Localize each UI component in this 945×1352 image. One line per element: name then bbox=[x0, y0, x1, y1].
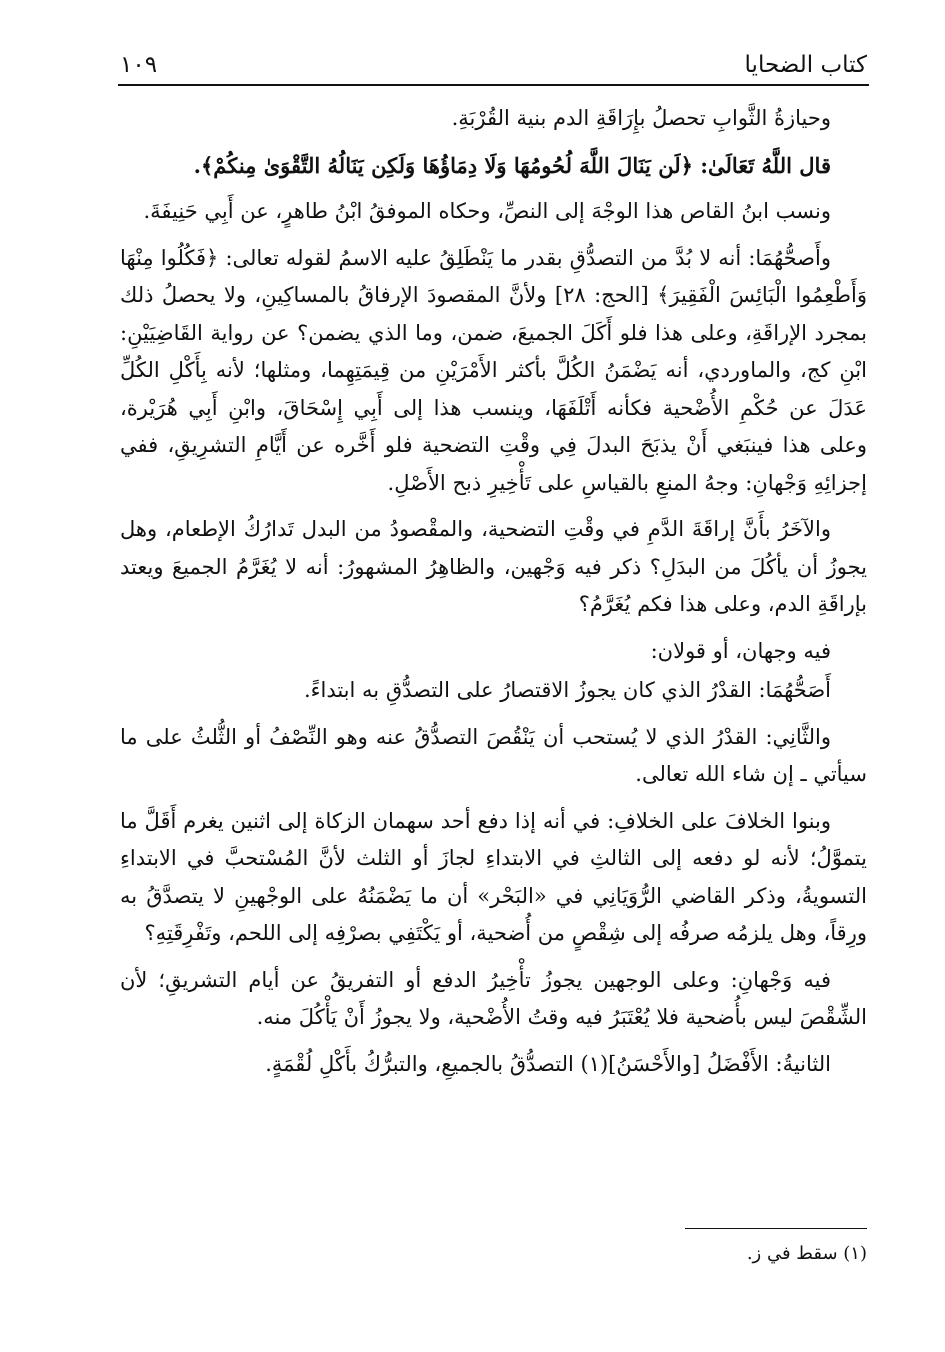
main-text bbox=[120, 100, 867, 1092]
footnote-1: (١) سقط في ز. bbox=[746, 1243, 867, 1264]
paragraph-11: الثانيةُ: الأَفْضَلُ [والأَحْسَنُ](١) التصدُّقُ بالجميعِ، والتبرُّكُ بأَكْلِ لُقْمَةٍ. bbox=[265, 1051, 831, 1076]
paragraph-5: والآخَرُ بأَنَّ إراقَةَ الدَّمِ في وقْتِ التضحية، والمقْصودُ من البدل تَدارُكُ الإطعام، وهل يجوزُ أن يأكُلَ من البدَلِ؟ ذكر فيه وَجْهين، والظاهِرُ المشهورُ: أنه لا يُغَرَّمُ الجميعَ ويعتد بإراقَةِ الدم، وعلى هذا فكم يُغَرَّمُ؟ bbox=[120, 517, 867, 616]
footnote-divider bbox=[685, 1228, 867, 1229]
paragraph-9: وبنوا الخلافَ على الخلافِ: في أنه إذا دفع أحد سهمان الزكاة إلى اثنين يغرم أَقَلَّ ما يتموَّلُ؛ لأنه لو دفعه إلى الثالثِ في الابتداءِ لجازَ أو الثلث لأنَّ المُسْتحبَّ في الابتداءِ التسويةُ، وذكر القاضي الرُّوَيَانِي في «البَحْر» أن ما يَضْمَنُهُ على الوجْهينِ لا يتصدَّقُ به ورِقاً، وهل يلزمُه صرفُه إلى شِقْصٍ من أُضحية، أو يَكْتَفِي بصرْفِه إلى اللحم، وتَفْرِقَتِهِ؟ bbox=[120, 808, 867, 945]
running-title: كتاب الضحايا bbox=[744, 52, 867, 78]
paragraph-8: والثَّانِي: القدْرُ الذي لا يُستحب أن يَنْقُصَ التصدُّقُ عنه وهو النِّصْفُ أو الثُّلثُ على ما سيأتي ـ إن شاء الله تعالى. bbox=[120, 724, 867, 786]
paragraph-7: أَصَحُّهُمَا: القدْرُ الذي كان يجوزُ الاقتصارُ على التصدُّقِ به ابتداءً. bbox=[303, 678, 831, 702]
paragraph-6: فيه وجهان، أو قولان: bbox=[650, 638, 831, 663]
page-number: ١٠٩ bbox=[120, 52, 158, 78]
paragraph-3: ونسب ابنُ القاص هذا الوجْهَ إلى النصِّ، وحكاه الموفقُ ابْنُ طاهرٍ، عن أَبِي حَنِيفَةَ. bbox=[143, 199, 831, 223]
paragraph-2: قال اللَّهُ تَعَالَىٰ: ﴿لَن يَنَالَ اللَّهَ لُحُومُهَا وَلَا دِمَاؤُهَا وَلَكِن يَنَالُهُ التَّقْوَىٰ مِنكُمْ﴾. bbox=[193, 152, 831, 178]
paragraph-4: وأَصحُّهُمَا: أنه لا بُدَّ من التصدُّقِ بقدر ما يَنْطَلِقُ عليه الاسمُ لقوله تعالى: ﴿فَكُلُوا مِنْهَا وَأَطْعِمُوا الْبَائِسَ الْفَقِيرَ﴾ [الحج: ٢٨] ولأنَّ المقصودَ الإرفاقُ بالمساكِينِ، ولا يحصلُ ذلك بمجرد الإراقَةِ، وعلى هذا فلو أَكَلَ الجميعَ، ضمن، وما الذي يضمن؟ عن رواية القَاضِيَيْنِ: ابْنِ كج، والماوردي، أنه يَضْمَنُ الكُلَّ بأكثر الأَمْرَيْنِ من قِيمَتِهِما، ومثلها؛ لأنه بِأَكْلِ الكُلِّ عَدَلَ عن حُكْمِ الأُضْحية فكأنه أَتْلَفَهَا، وينسب هذا إلى أَبِي إِسْحَاقَ، وابْنِ أَبِي هُرَيْرة، وعلى هذا فينبَغي أَنْ يذبَحَ البدلَ فِي وقْتِ التضحية فلو أَخَّره عن أَيَّامِ التشرِيقِ، ففي إجزائِهِ وَجْهانِ: وجهُ المنعِ بالقياسِ على تَأْخِيرِ ذبح الأَصْلِ. bbox=[120, 245, 867, 495]
paragraph-1: وحيازةُ الثَّوابِ تحصلُ بإِرَاقَةِ الدم بنية القُرْبَةِ. bbox=[451, 106, 831, 130]
paragraph-10: فيه وَجْهانِ: وعلى الوجهين يجوزُ تأْخِيرُ الدفع أو التفريقُ عن أيام التشريقِ؛ لأن الشِّقْصَ ليس بأُضحية فلا يُعْتَبَرُ فيه وقتُ الأُضْحية، ولا يجوزُ أَنْ يَأْكُلَ منه. bbox=[120, 967, 867, 1029]
page-header bbox=[120, 38, 867, 78]
header-divider bbox=[118, 84, 869, 86]
